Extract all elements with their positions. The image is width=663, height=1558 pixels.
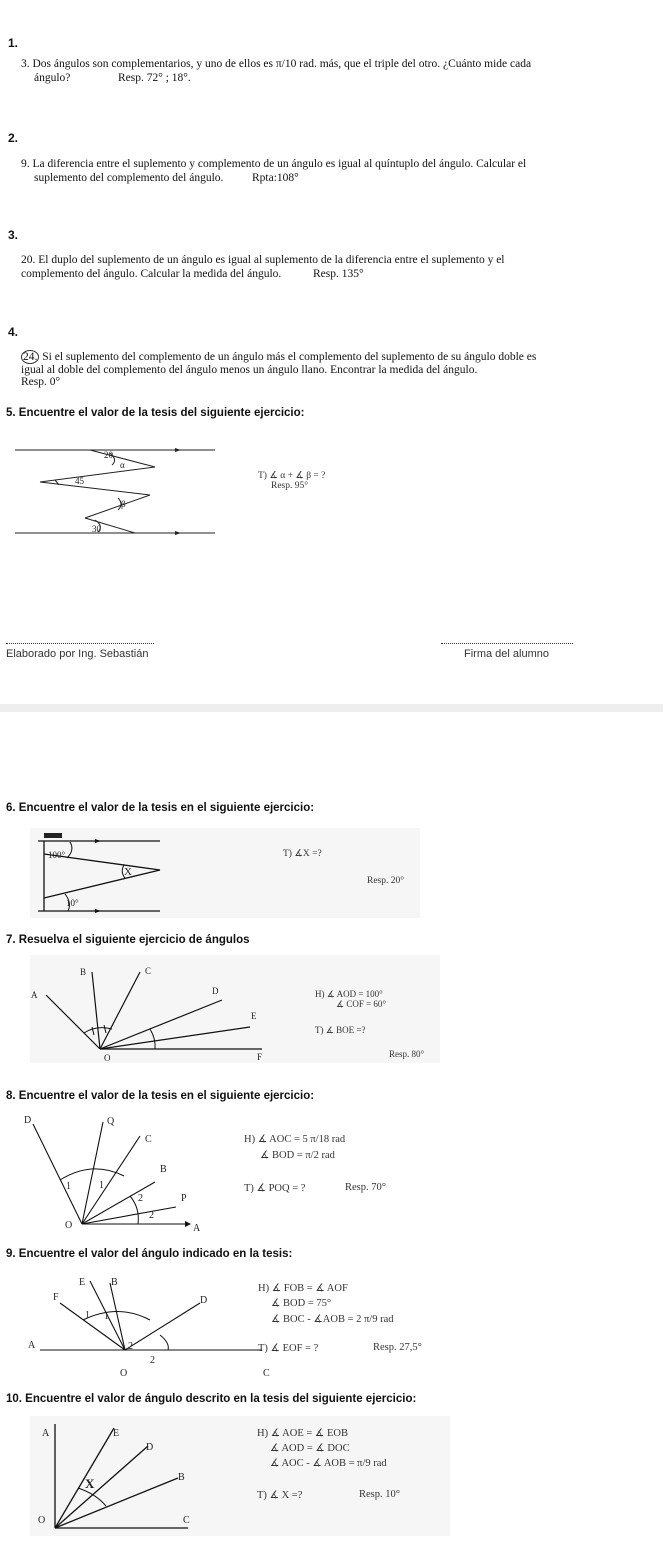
problem-1-text <box>21 58 661 71</box>
ex10-answer: Resp. 10° <box>359 1489 400 1500</box>
ex8-label-a: A <box>193 1223 201 1234</box>
ex10-label-c: C <box>183 1515 190 1526</box>
problem-3-number: 3. <box>8 228 19 242</box>
problem-4-number: 4. <box>8 325 19 339</box>
ex7-h2: ∡ COF = 60° <box>336 999 387 1009</box>
problem-3-text2: complemento del ángulo. Calcular la medida del ángulo. <box>21 268 282 280</box>
problem-4-statement: Si el suplemento del complemento de un ángulo más el complemento del suplemento de su ángulo doble es <box>42 351 537 363</box>
ex9-label-2b: 2 <box>150 1355 155 1366</box>
problem-4-text <box>21 351 661 364</box>
ex10-label-x: X <box>85 1476 95 1491</box>
ex9-h3: ∡ BOC - ∡AOB = 2 π/9 rad <box>271 1314 394 1325</box>
problem-4-text2: igual al doble del complemento del ángulo menos un ángulo llano. Encontrar la medida del ángulo. <box>21 364 478 376</box>
ex8-label-1b: 1 <box>99 1180 104 1191</box>
ex7-answer: Resp. 80° <box>389 1049 425 1059</box>
ex6-label-x: X <box>124 866 132 878</box>
footer-author: Elaborado por Ing. Sebastián <box>6 648 149 660</box>
ex8-label-o: O <box>65 1220 73 1231</box>
ex6-thesis: T) ∡X =? <box>283 849 322 859</box>
ex5-thesis: T) ∡ α + ∡ β = ? <box>258 471 326 481</box>
ex5-label-alpha: α <box>120 460 125 470</box>
ex7-label-d: D <box>212 986 219 996</box>
problem-3-answer: Resp. 135° <box>313 268 364 280</box>
ex10-label-b: B <box>178 1472 185 1483</box>
ex9-title: 9. Encuentre el valor del ángulo indicado en la tesis: <box>6 1248 293 1260</box>
ex8-label-c: C <box>145 1134 152 1145</box>
ex5-answer: Resp. 95° <box>271 481 309 491</box>
ex6-label-10: 10° <box>66 898 79 908</box>
ex10-label-o: O <box>38 1515 46 1526</box>
ex9-label-f: F <box>53 1292 59 1303</box>
ex6-answer: Resp. 20° <box>367 876 405 886</box>
ex8-h2: ∡ BOD = π/2 rad <box>260 1150 335 1161</box>
problem-1-answer: Resp. 72° ; 18°. <box>118 72 191 84</box>
ex8-label-d: D <box>24 1115 32 1126</box>
ex8-answer: Resp. 70° <box>345 1182 386 1193</box>
ex10-title: 10. Encuentre el valor de ángulo descrito en la tesis del siguiente ejercicio: <box>6 1393 417 1405</box>
ex7-h1: H) ∡ AOD = 100° <box>315 989 383 999</box>
ex8-title: 8. Encuentre el valor de la tesis en el siguiente ejercicio: <box>6 1090 315 1102</box>
problem-2-answer: Rpta:108° <box>252 172 299 184</box>
ex9-label-a: A <box>28 1340 36 1351</box>
ex9-answer: Resp. 27,5° <box>373 1342 422 1353</box>
problem-2-number: 2. <box>8 131 19 145</box>
ex8-label-2a: 2 <box>138 1193 143 1204</box>
ex7-label-o: O <box>104 1053 111 1063</box>
ex10-label-d: D <box>146 1442 154 1453</box>
problem-3-text <box>21 254 661 267</box>
ex7-label-e: E <box>251 1011 257 1021</box>
ex9-label-c: C <box>263 1368 270 1379</box>
ex8-figure <box>0 1110 220 1240</box>
ex8-label-q: Q <box>107 1116 115 1127</box>
problem-1-statement: Dos ángulos son complementarios, y uno de ellos es π/10 rad. más, que el triple del otro. ¿Cuánto mide cada <box>32 58 532 70</box>
problem-4-answer: Resp. 0° <box>21 376 61 388</box>
ex5-figure <box>0 440 230 540</box>
ex9-thesis: T) ∡ EOF = ? <box>258 1343 319 1354</box>
ex6-figure <box>0 828 240 918</box>
ex5-title: 5. Encuentre el valor de la tesis del siguiente ejercicio: <box>6 407 305 419</box>
ex10-figure <box>0 1416 240 1541</box>
ex8-h1: H) ∡ AOC = 5 π/18 rad <box>244 1134 346 1145</box>
ex6-label-100: 100° <box>48 850 66 860</box>
ex5-label-20: 20 <box>104 450 113 460</box>
problem-1-text2: ángulo? <box>34 72 71 84</box>
ex5-label-45: 45 <box>75 476 84 486</box>
ex8-label-1a: 1 <box>66 1181 71 1192</box>
ex7-figure <box>0 955 280 1065</box>
problem-2-item: 9. <box>21 158 30 170</box>
problem-1-item: 3. <box>21 58 30 70</box>
problem-2-statement: La diferencia entre el suplemento y complemento de un ángulo es igual al quíntuplo del ángulo. Calcular el <box>32 158 527 170</box>
ex7-label-b: B <box>80 967 87 977</box>
ex7-label-c: C <box>145 966 152 976</box>
ex10-label-a: A <box>42 1428 50 1439</box>
ex10-h1: H) ∡ AOE = ∡ EOB <box>257 1428 348 1439</box>
problem-3-statement: El duplo del suplemento de un ángulo es igual al suplemento de la diferencia entre el suplemento y el <box>38 254 505 266</box>
ex7-label-f: F <box>257 1052 263 1062</box>
ex9-label-e: E <box>79 1277 86 1288</box>
footer-signature: Firma del alumno <box>464 648 549 660</box>
problem-2-text2: suplemento del complemento del ángulo. <box>34 172 224 184</box>
ex9-h1: H) ∡ FOB = ∡ AOF <box>258 1283 348 1294</box>
student-signature-line <box>441 643 573 644</box>
problem-3-item: 20. <box>21 254 36 266</box>
ex6-title: 6. Encuentre el valor de la tesis en el siguiente ejercicio: <box>6 802 315 814</box>
ex7-label-a: A <box>31 990 38 1000</box>
ex9-label-1a: 1 <box>85 1310 90 1321</box>
problem-2-text <box>21 158 661 171</box>
ex10-label-e: E <box>113 1428 120 1439</box>
ex8-thesis: T) ∡ POQ = ? <box>244 1183 306 1194</box>
ex9-label-2a: 2 <box>128 1341 133 1352</box>
ex10-h3: ∡ AOC - ∡ AOB = π/9 rad <box>270 1458 387 1469</box>
ex9-label-o: O <box>120 1368 128 1379</box>
ex7-thesis: T) ∡ BOE =? <box>315 1025 366 1035</box>
ex10-h2: ∡ AOD = ∡ DOC <box>270 1443 350 1454</box>
ex8-label-b: B <box>160 1164 167 1175</box>
ex10-thesis: T) ∡ X =? <box>257 1490 303 1501</box>
ex5-label-beta: β <box>121 499 126 509</box>
ex5-label-30: 30 <box>92 524 101 534</box>
problem-4-item: 24. <box>23 351 38 363</box>
ex8-label-2b: 2 <box>149 1210 154 1221</box>
ex9-h2: ∡ BOD = 75° <box>271 1298 332 1309</box>
page-break <box>0 704 663 712</box>
problem-1-number: 1. <box>8 36 19 50</box>
ex7-title: 7. Resuelva el siguiente ejercicio de ángulos <box>6 934 250 946</box>
ex9-label-d: D <box>200 1295 208 1306</box>
author-signature-line <box>6 643 154 644</box>
ex9-label-b: B <box>111 1277 118 1288</box>
ex9-label-1b: 1 <box>104 1311 109 1322</box>
ex8-label-p: P <box>181 1193 187 1204</box>
